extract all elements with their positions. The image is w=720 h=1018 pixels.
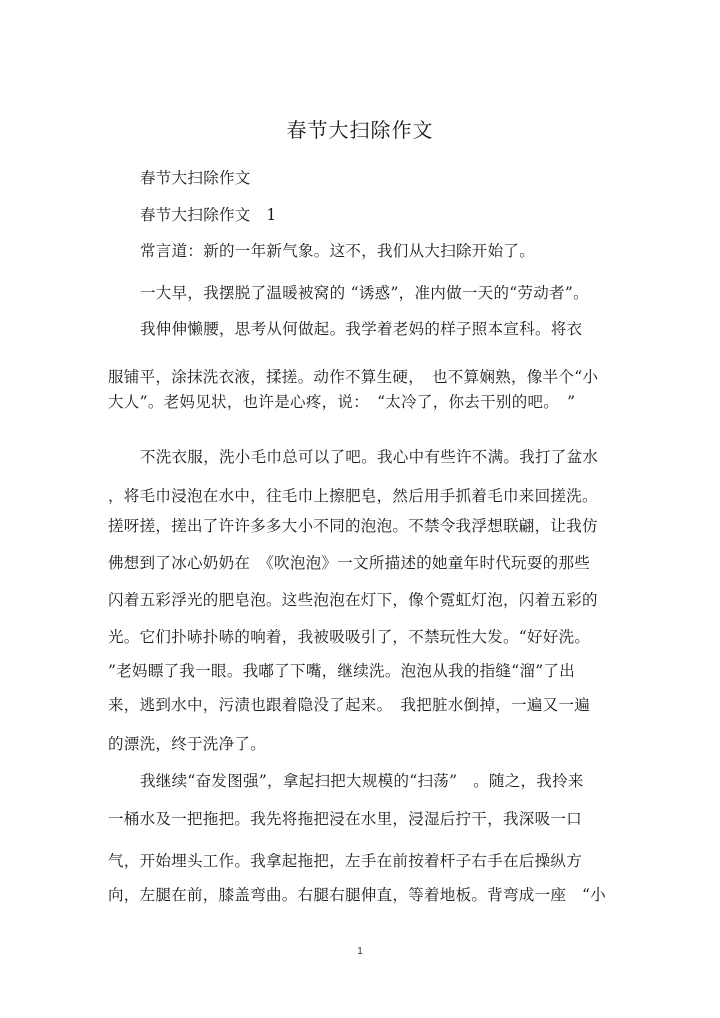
paragraph-line: 我继续“奋发图强”，拿起扫把大规模的“扫荡” 。随之，我拎来 <box>140 772 584 790</box>
paragraph-line: 搓呀搓，搓出了许许多多大小不同的泡泡。不禁令我浮想联翩，让我仿 <box>108 517 598 535</box>
paragraph-line: ，将毛巾浸泡在水中，往毛巾上擦肥皂，然后用手抓着毛巾来回搓洗。 <box>108 487 598 505</box>
paragraph-line: 常言道：新的一年新气象。这不，我们从大扫除开始了。 <box>140 242 536 260</box>
paragraph-line: 一桶水及一把拖把。我先将拖把浸在水里，浸湿后拧干，我深吸一口 <box>108 810 583 828</box>
page-title: 春节大扫除作文 <box>286 118 434 142</box>
paragraph-line: 来，逃到水中，污渍也跟着隐没了起来。 我把脏水倒掉，一遍又一遍 <box>108 696 591 714</box>
page-number: 1 <box>357 946 363 957</box>
paragraph-line: ”老妈瞟了我一眼。我嘟了下嘴，继续洗。泡泡从我的指缝“溜”了出 <box>108 662 576 680</box>
paragraph-line: 向，左腿在前，膝盖弯曲。右腿右腿伸直，等着地板。背弯成一座 “小 <box>108 886 607 904</box>
paragraph-line: 大人”。老妈见状，也许是心疼，说： “太冷了，你去干别的吧。 ” <box>108 393 576 411</box>
paragraph-line: 闪着五彩浮光的肥皂泡。这些泡泡在灯下，像个霓虹灯泡，闪着五彩的 <box>108 591 598 609</box>
paragraph-line: 气，开始埋头工作。我拿起拖把，左手在前按着杆子右手在后操纵方 <box>108 852 583 870</box>
paragraph-line: 佛想到了冰心奶奶在 《吹泡泡》一文所描述的她童年时代玩耍的那些 <box>108 554 591 572</box>
paragraph-line: 我伸伸懒腰，思考从何做起。我学着老妈的样子照本宣科。将衣 <box>140 320 583 338</box>
paragraph-line: 一大早，我摆脱了温暖被窝的 “诱惑”，准内做一天的“劳动者”。 <box>140 284 589 302</box>
paragraph-line: 不洗衣服，洗小毛巾总可以了吧。我心中有些许不满。我打了盆水 <box>140 448 599 466</box>
paragraph-line: 服铺平，涂抹洗衣液，揉搓。动作不算生硬， 也不算娴熟，像半个“小 <box>108 368 599 386</box>
paragraph-line: 光。它们扑哧扑哧的响着，我被吸吸引了，不禁玩性大发。“好好洗。 <box>108 628 591 646</box>
subtitle: 春节大扫除作文 <box>140 169 251 187</box>
section-heading: 春节大扫除作文 1 <box>140 206 277 224</box>
paragraph-line: 的漂洗，终于洗净了。 <box>108 735 267 753</box>
